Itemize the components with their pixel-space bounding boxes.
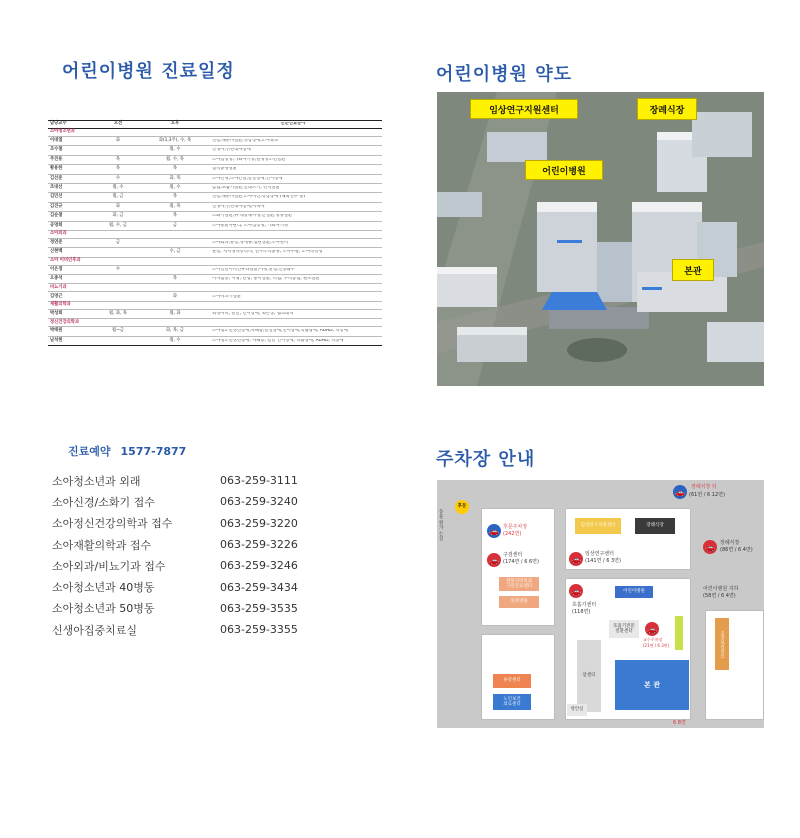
afternoon-cell: 화, 목 xyxy=(169,175,181,181)
afternoon-cell: 월, 화 xyxy=(169,310,181,316)
research-building: 임상연구지원센터 xyxy=(575,518,621,534)
back-lot-count: (242면) xyxy=(503,531,522,537)
research-lot-name: 임상연구센터 xyxy=(585,551,614,557)
funeral-back-name: 장례식장 뒤 xyxy=(691,484,717,490)
reservation-item xyxy=(52,534,312,555)
reservation-item xyxy=(52,598,312,619)
reservation-title xyxy=(68,443,186,459)
staff-lot-count: (21면 / 6 3면) xyxy=(643,643,670,648)
table-row xyxy=(48,222,382,231)
department-heading: 재활의학과 xyxy=(48,302,382,310)
reservation-phone-number[interactable]: 063-259-3226 xyxy=(220,538,298,552)
table-row xyxy=(48,248,382,257)
specialty-cell: 신장,내분비질환,성장장애,소아당뇨 xyxy=(212,139,279,144)
reservation-phone: 1577-7877 xyxy=(120,445,187,458)
dental-center: 전북지역치과 구강진료센터 xyxy=(499,577,539,591)
morning-cell: 금 xyxy=(115,239,121,245)
afternoon-cell: 월, 수, 목 xyxy=(166,156,184,162)
table-row xyxy=(48,137,382,146)
aerial-illustration xyxy=(437,92,764,386)
respiratory-count: (118면) xyxy=(572,609,591,615)
parking-icon-research: 🚗 xyxy=(569,552,583,566)
label-childrens-hospital: 어린이병원 xyxy=(525,160,603,180)
schedule-header-row xyxy=(48,120,382,129)
parking-icon-funeral-back: 🚗 xyxy=(673,485,687,499)
children-hospital-building: 어린이병원 xyxy=(615,586,653,598)
elderly-center: 노인보건 의료센터 xyxy=(493,694,531,710)
morning-cell: 월, 수 xyxy=(112,185,124,190)
specialty-cell: 혈액종양질환 xyxy=(212,167,237,172)
table-row xyxy=(48,193,382,202)
reservation-item xyxy=(52,491,312,512)
department-heading: 비뇨기과 xyxy=(48,284,382,292)
header-afternoon: 오후 xyxy=(170,121,180,127)
morning-cell: 월, 수, 금 xyxy=(109,222,127,228)
afternoon-cell: 월, 수 xyxy=(169,337,181,343)
back-lot-name: 후문주차장 xyxy=(503,524,528,530)
table-row xyxy=(48,212,382,221)
reservation-phone-number[interactable]: 063-259-3246 xyxy=(220,559,298,573)
afternoon-cell: 목 xyxy=(172,213,178,219)
funeral-lot-count: (86면 / 6 4면) xyxy=(720,547,753,553)
reservation-phone-number[interactable]: 063-259-3111 xyxy=(220,474,298,488)
reservation-dept: 소아외과/비뇨기과 접수 xyxy=(52,559,166,573)
parking-icon-respiratory: 🚗 xyxy=(569,584,583,598)
specialty-cell: 신장,내분비질환,소아비만,성장장애 (해외연수 중) xyxy=(212,195,306,200)
specialty-cell: 소아일반이비인후과질환,이명,난청,인공와우 xyxy=(212,267,295,272)
reservation-dept: 소아정신건강의학과 접수 xyxy=(52,517,173,531)
specialty-cell: 신생아,선천대사장애,미숙아 xyxy=(212,204,265,209)
reservation-item xyxy=(52,619,312,640)
table-row xyxy=(48,337,382,346)
specialty-cell: 소아중환자관리, 소아심장병, 가와사키병 xyxy=(212,223,289,228)
morning-cell: 수 xyxy=(115,266,121,272)
reservation-item xyxy=(52,555,312,576)
department-heading: 소아 이비인후과 xyxy=(48,258,382,266)
professor-cell: 김민선 xyxy=(50,194,63,200)
main-building: 본 관 xyxy=(615,660,689,710)
professor-cell: 정연준 xyxy=(50,239,63,245)
reservation-dept: 소아재활의학과 접수 xyxy=(52,538,152,552)
funeral-lot-name: 장례식장 xyxy=(720,540,740,546)
map-title: 어린이병원 약도 xyxy=(436,64,572,85)
specialty-cell: 어지럼증, 이명, 난청, 중이질환, 비염, 부비동염, 편도질환 xyxy=(212,277,320,282)
parking-icon-back-lot: 🚗 xyxy=(487,524,501,538)
parking-icon-staff: 🚗 xyxy=(645,622,659,636)
afternoon-cell: 화(1,3주), 수, 목 xyxy=(158,138,192,144)
cancer-center: 암센터 xyxy=(577,640,601,712)
parking-title: 주차장 안내 xyxy=(436,449,536,470)
professor-cell: 신현백 xyxy=(50,249,63,255)
professor-cell: 김영근 xyxy=(50,293,63,299)
afternoon-cell: 월, 목 xyxy=(169,203,181,209)
header-professor: 담당교수 xyxy=(50,121,67,127)
gu-center-name: 구검센터 xyxy=(503,552,523,558)
professor-cell: 김선준 xyxy=(50,175,63,181)
reservation-phone-number[interactable]: 063-259-3535 xyxy=(220,601,298,615)
morning-cell: 화, 금 xyxy=(112,213,124,219)
schedule-table xyxy=(48,120,382,346)
staff-lot-name: 교수주차장 xyxy=(643,637,663,642)
afternoon-cell: 화 xyxy=(172,293,178,299)
reservation-label: 진료예약 xyxy=(68,445,111,458)
children-underground-count: (58면 / 6 4면) xyxy=(703,593,736,599)
professor-cell: 오종석 xyxy=(50,276,63,282)
table-row xyxy=(48,203,382,212)
afternoon-cell: 수, 금 xyxy=(169,249,181,255)
afternoon-cell: 목 xyxy=(172,276,178,282)
header-morning: 오전 xyxy=(113,121,123,127)
professor-cell: 주진용 xyxy=(50,156,63,162)
reservation-list xyxy=(52,470,312,640)
table-row xyxy=(48,239,382,248)
reservation-dept: 소아청소년과 40병동 xyxy=(52,581,155,595)
reservation-item xyxy=(52,513,312,534)
specialty-cell: 감염,호흡기질환,알레르기, 면역질환 xyxy=(212,186,280,190)
respiratory-special-center: 호흡기전문 질환센터 xyxy=(609,620,639,638)
professor-cell: 김진규 xyxy=(50,203,63,209)
header-specialty: 전문진료분야 xyxy=(280,122,306,127)
respiratory-name: 호흡기센터 xyxy=(572,602,597,608)
morning-cell: 월, 화, 목 xyxy=(109,310,127,316)
reservation-dept: 소아청소년과 50병동 xyxy=(52,602,155,616)
bottom-count: 6 8면 xyxy=(673,720,686,726)
parking-icon-gu-center: 🚗 xyxy=(487,553,501,567)
public-health-block: 공공보건의료 xyxy=(715,618,729,670)
professor-cell: 박성희 xyxy=(50,310,63,316)
specialty-cell: 소아외과,탈장,정계류,혈관질환,소아변비 xyxy=(212,240,289,245)
table-row xyxy=(48,165,382,174)
professor-cell: 이은정 xyxy=(50,266,63,272)
specialty-cell: 뇌성마비, 발달, 언어장애, 뇌손상, 림크레닉 xyxy=(212,311,294,316)
schedule-title: 어린이병원 진료일정 xyxy=(62,61,235,82)
specialty-cell: 소아청소년정신장애, 자폐증, 발달 언어장애, 학습장애, ADHD, 틱장애 xyxy=(212,338,344,343)
morning-cell: 수 xyxy=(115,175,121,181)
parking-map xyxy=(437,480,764,728)
afternoon-cell: 목 xyxy=(172,194,178,200)
reservation-phone-number[interactable]: 063-259-3240 xyxy=(220,495,298,509)
professor-cell: 김순철 xyxy=(50,213,63,219)
mortuary-label: 영안실 xyxy=(567,704,587,716)
funeral-building: 장례식장 xyxy=(635,518,675,534)
reservation-dept: 신생아집중치료실 xyxy=(52,623,138,637)
health-center: 류강센터 xyxy=(493,674,531,688)
reservation-item xyxy=(52,576,312,597)
morning-cell: 월, 금 xyxy=(112,194,124,200)
reservation-phone-number[interactable]: 063-259-3355 xyxy=(220,623,298,637)
professor-cell: 남석현 xyxy=(50,337,63,343)
specialty-cell: 탈장, 처치정맥결리니, 연부조직종양, 소아수술, 소아복강경 xyxy=(212,250,323,255)
afternoon-cell: 화, 목, 금 xyxy=(166,328,184,334)
morning-cell: 목 xyxy=(115,156,121,162)
research-lot-count: (141면 / 6 3면) xyxy=(585,558,621,564)
funeral-back-count: (61면 / 6 12면) xyxy=(689,492,725,498)
reservation-dept: 소아청소년과 외래 xyxy=(52,474,141,488)
table-row xyxy=(48,146,382,155)
specialty-cell: 소아청소년정신장애,자폐증,발달장애,언어장애,학습장애, ADHD, 틱장애 xyxy=(212,329,348,334)
reservation-phone-number[interactable]: 063-259-3434 xyxy=(220,580,298,594)
table-row xyxy=(48,175,382,184)
morning-cell: 목 xyxy=(115,166,121,172)
specialty-cell: 소아신경,소아간질,발달장애,언어장애 xyxy=(212,176,283,181)
afternoon-cell: 월, 수 xyxy=(169,147,181,153)
department-heading: 정신건강의학과 xyxy=(48,319,382,327)
afternoon-cell: 금 xyxy=(172,222,178,228)
department-heading: 소아외과 xyxy=(48,231,382,239)
back-gate-marker: 후문 xyxy=(455,500,469,514)
aerial-map xyxy=(437,92,764,386)
table-row xyxy=(48,292,382,301)
table-row xyxy=(48,275,382,284)
specialty-cell: 신생아,선천대사장애 xyxy=(212,148,251,153)
label-funeral-hall: 장례식장 xyxy=(637,98,697,120)
morning-cell: 화 xyxy=(115,203,121,209)
professor-cell: 황용한 xyxy=(50,166,63,172)
specialty-cell: 소화기질환,위·대장내시경,간질환,영양질환 xyxy=(212,214,293,219)
morning-cell: 화 xyxy=(115,138,121,144)
afternoon-cell: 목 xyxy=(172,166,178,172)
reservation-dept: 소아신경/소화기 접수 xyxy=(52,495,155,509)
reservation-phone-number[interactable]: 063-259-3220 xyxy=(220,516,298,530)
dental-hospital: 치과병원 xyxy=(499,596,539,608)
table-row xyxy=(48,156,382,165)
specialty-cell: 소아비뇨기질환 xyxy=(212,294,242,299)
label-research-center: 임상연구지원센터 xyxy=(470,99,578,119)
label-main-building: 본관 xyxy=(672,259,714,281)
road-label: 동물원가는길 xyxy=(439,510,444,542)
department-heading: 소아청소년과 xyxy=(48,129,382,137)
reservation-item xyxy=(52,470,312,491)
staff-lot-marker xyxy=(675,616,683,650)
professor-cell: 이대열 xyxy=(50,138,63,144)
gu-center-count: (174면 / 6 6면) xyxy=(503,559,539,565)
professor-cell: 박태원 xyxy=(50,328,63,334)
professor-cell: 조수철 xyxy=(50,147,63,153)
professor-cell: 공영희 xyxy=(50,222,63,228)
table-row xyxy=(48,184,382,193)
table-row xyxy=(48,327,382,336)
east-lot xyxy=(705,610,764,720)
table-row xyxy=(48,310,382,319)
table-row xyxy=(48,266,382,275)
specialty-cell: 소아심장병,가와사키병,열병성소년질환 xyxy=(212,157,286,162)
children-underground-name: 어린이병원 지하 xyxy=(703,586,739,592)
afternoon-cell: 월, 수 xyxy=(169,185,181,190)
parking-icon-funeral: 🚗 xyxy=(703,540,717,554)
professor-cell: 조대선 xyxy=(50,185,63,190)
morning-cell: 월~금 xyxy=(112,328,124,334)
